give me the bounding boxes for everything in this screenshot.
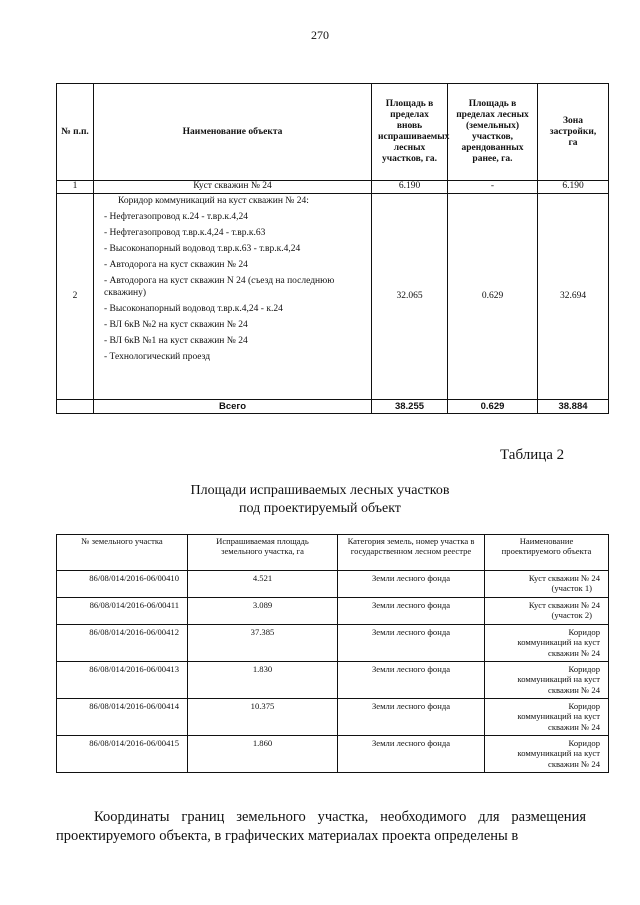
row1-num: 1 <box>57 181 94 194</box>
table-row <box>57 571 609 598</box>
plot-object-line: скважин № 24 <box>548 758 600 769</box>
plot-object-line: скважин № 24 <box>548 647 600 658</box>
plot-object <box>485 736 609 773</box>
row2-item: - Нефтегазопровод т.вр.к.4,24 - т.вр.к.63 <box>104 228 266 239</box>
header-area: Испрашиваемая площадь земельного участка, га <box>188 535 338 571</box>
row2-zone: 32.694 <box>538 194 609 400</box>
row2-num: 2 <box>57 194 94 400</box>
plot-object-line: Коридор <box>568 664 600 674</box>
table2-title-line1: Площади испрашиваемых лесных участков <box>190 483 450 498</box>
row2-item: - Автодорога на куст скважин N 24 (съезд на последнюю скважину) <box>104 276 335 298</box>
plot-object-line: коммуникаций на куст <box>517 637 600 648</box>
plot-object-line: скважин № 24 <box>548 684 600 695</box>
table-row <box>57 194 609 400</box>
row2-item: - Автодорога на куст скважин № 24 <box>104 260 248 271</box>
plot-category: Земли лесного фонда <box>338 699 485 736</box>
row2-area-new: 32.065 <box>372 194 448 400</box>
row1-area-new: 6.190 <box>372 181 448 194</box>
plot-object <box>485 625 609 662</box>
plot-object-line: (участок 2) <box>551 610 592 621</box>
table-row <box>57 662 609 699</box>
plot-area: 37.385 <box>188 625 338 662</box>
plot-object <box>485 662 609 699</box>
table-row <box>57 181 609 194</box>
plot-object-line: коммуникаций на куст <box>517 748 600 759</box>
total-row <box>57 400 609 414</box>
row2-area-leased: 0.629 <box>448 194 538 400</box>
plot-object-line: коммуникаций на куст <box>517 711 600 722</box>
total-num <box>57 400 94 414</box>
table2-title <box>0 482 640 518</box>
header-area-new: Площадь в пределах вновь испрашиваемых лесных участков, га. <box>372 84 448 181</box>
plot-category: Земли лесного фонда <box>338 736 485 773</box>
total-zone: 38.884 <box>538 400 609 414</box>
plot-object-line: (участок 1) <box>551 583 592 594</box>
body-paragraph: Координаты границ земельного участка, необходимого для размещения проектируемого объекта, в графических материалах проекта определены в <box>56 809 586 844</box>
plots-area-table <box>56 534 609 773</box>
plot-category: Земли лесного фонда <box>338 662 485 699</box>
plot-number: 86/08/014/2016-06/00410 <box>57 571 188 598</box>
table2-title-line2: под проектируемый объект <box>239 501 401 516</box>
row2-item: - Высоконапорный водовод т.вр.к.4,24 - к.24 <box>104 304 283 315</box>
header-zone: Зона застройки, га <box>538 84 609 181</box>
plot-object-line: Куст скважин № 24 <box>528 600 600 610</box>
row2-items <box>94 194 372 400</box>
total-area-leased: 0.629 <box>448 400 538 414</box>
plot-category: Земли лесного фонда <box>338 625 485 662</box>
header-area-leased: Площадь в пределах лесных (земельных) участков, арендованных ранее, га. <box>448 84 538 181</box>
row1-area-leased: - <box>448 181 538 194</box>
objects-area-table <box>56 83 609 414</box>
plot-number: 86/08/014/2016-06/00413 <box>57 662 188 699</box>
header-plot: № земельного участка <box>57 535 188 571</box>
plot-area: 1.860 <box>188 736 338 773</box>
table-row <box>57 625 609 662</box>
row2-item: - Технологический проезд <box>104 352 211 363</box>
plot-category: Земли лесного фонда <box>338 571 485 598</box>
row2-item: - ВЛ 6кВ №1 на куст скважин № 24 <box>104 336 248 347</box>
row2-item: - ВЛ 6кВ №2 на куст скважин № 24 <box>104 320 248 331</box>
page-number: 270 <box>311 28 329 42</box>
plot-object <box>485 598 609 625</box>
plot-object <box>485 571 609 598</box>
row1-zone: 6.190 <box>538 181 609 194</box>
plot-area: 3.089 <box>188 598 338 625</box>
plot-object-line: Куст скважин № 24 <box>528 573 600 583</box>
plot-category: Земли лесного фонда <box>338 598 485 625</box>
plot-object-line: скважин № 24 <box>548 721 600 732</box>
header-name: Наименование объекта <box>94 84 372 181</box>
table-header-row <box>57 535 609 571</box>
row2-item-header: Коридор коммуникаций на куст скважин № 24: <box>118 196 309 206</box>
total-area-new: 38.255 <box>372 400 448 414</box>
plot-object-line: Коридор <box>568 701 600 711</box>
plot-area: 4.521 <box>188 571 338 598</box>
plot-object-line: коммуникаций на куст <box>517 674 600 685</box>
total-label: Всего <box>94 400 372 414</box>
row2-item: - Нефтегазопровод к.24 - т.вр.к.4,24 <box>104 212 248 223</box>
row2-item: - Высоконапорный водовод т.вр.к.63 - т.вр.к.4,24 <box>104 244 301 255</box>
table-row <box>57 598 609 625</box>
table-header-row <box>57 84 609 181</box>
plot-object <box>485 699 609 736</box>
table-row <box>57 736 609 773</box>
table-row <box>57 699 609 736</box>
plot-number: 86/08/014/2016-06/00411 <box>57 598 188 625</box>
row1-name: Куст скважин № 24 <box>94 181 372 194</box>
plot-number: 86/08/014/2016-06/00412 <box>57 625 188 662</box>
header-object: Наименование проектируемого объекта <box>485 535 609 571</box>
plot-number: 86/08/014/2016-06/00414 <box>57 699 188 736</box>
plot-object-line: Коридор <box>568 738 600 748</box>
plot-object-line: Коридор <box>568 627 600 637</box>
table2-label: Таблица 2 <box>500 447 565 463</box>
plot-area: 1.830 <box>188 662 338 699</box>
plot-area: 10.375 <box>188 699 338 736</box>
header-category: Категория земель, номер участка в государственном лесном реестре <box>338 535 485 571</box>
plot-number: 86/08/014/2016-06/00415 <box>57 736 188 773</box>
header-num: № п.п. <box>57 84 94 181</box>
